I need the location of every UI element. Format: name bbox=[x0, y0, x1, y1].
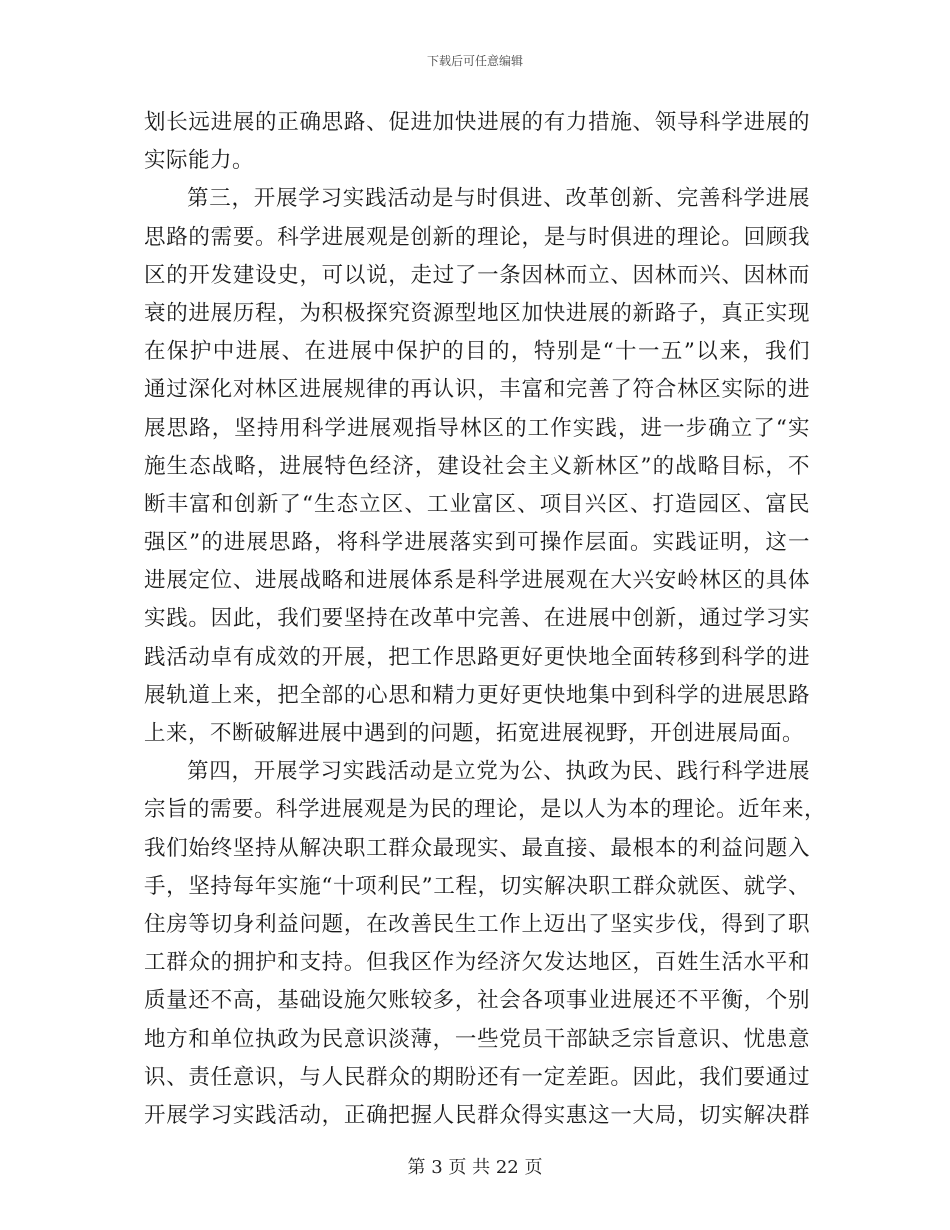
body-line: 践活动卓有成效的开展，把工作思路更好更快地全面转移到科学的进 bbox=[144, 644, 810, 670]
body-line: 手，坚持每年实施“十项利民”工程，切实解决职工群众就医、就学、 bbox=[144, 873, 810, 899]
body-line: 思路的需要。科学进展观是创新的理论，是与时俱进的理论。回顾我 bbox=[144, 224, 810, 250]
paragraph-start-line: 第四，开展学习实践活动是立党为公、执政为民、践行科学进展 bbox=[187, 759, 810, 785]
body-line: 区的开发建设史，可以说，走过了一条因林而立、因林而兴、因林而 bbox=[144, 262, 810, 288]
body-line: 施生态战略，进展特色经济，建设社会主义新林区”的战略目标，不 bbox=[144, 453, 810, 479]
body-line: 通过深化对林区进展规律的再认识，丰富和完善了符合林区实际的进 bbox=[144, 377, 810, 403]
body-line: 上来，不断破解进展中遇到的问题，拓宽进展视野，开创进展局面。 bbox=[144, 721, 805, 746]
body-line: 质量还不高，基础设施欠账较多，社会各项事业进展还不平衡，个别 bbox=[144, 988, 810, 1014]
body-line: 我们始终坚持从解决职工群众最现实、最直接、最根本的利益问题入 bbox=[144, 835, 810, 861]
page-header-note: 下载后可任意编辑 bbox=[426, 54, 523, 68]
body-line: 开展学习实践活动，正确把握人民群众得实惠这一大局，切实解决群 bbox=[144, 1102, 810, 1128]
body-line: 工群众的拥护和支持。但我区作为经济欠发达地区，百姓生活水平和 bbox=[144, 950, 810, 976]
body-line: 展思路，坚持用科学进展观指导林区的工作实践，进一步确立了“实 bbox=[144, 415, 810, 441]
body-line: 实践。因此，我们要坚持在改革中完善、在进展中创新，通过学习实 bbox=[144, 606, 810, 632]
body-line: 住房等切身利益问题，在改善民生工作上迈出了坚实步伐，得到了职 bbox=[144, 911, 810, 937]
body-line: 划长远进展的正确思路、促进加快进展的有力措施、领导科学进展的 bbox=[144, 110, 810, 135]
body-line: 在保护中进展、在进展中保护的目的，特别是“十一五”以来，我们 bbox=[144, 339, 810, 365]
body-line: 断丰富和创新了“生态立区、工业富区、项目兴区、打造园区、富民 bbox=[144, 491, 810, 517]
body-line: 衰的进展历程，为积极探究资源型地区加快进展的新路子，真正实现 bbox=[144, 300, 810, 326]
body-line: 实际能力。 bbox=[144, 148, 255, 174]
body-line: 进展定位、进展战略和进展体系是科学进展观在大兴安岭林区的具体 bbox=[144, 568, 810, 594]
document-body bbox=[144, 104, 827, 1135]
body-line: 强区”的进展思路，将科学进展落实到可操作层面。实践证明，这一 bbox=[144, 530, 810, 556]
body-line: 宗旨的需要。科学进展观是为民的理论，是以人为本的理论。近年来， bbox=[144, 797, 827, 823]
page-number-footer: 第 3 页 共 22 页 bbox=[407, 1157, 543, 1178]
paragraph-start-line: 第三，开展学习实践活动是与时俱进、改革创新、完善科学进展 bbox=[187, 186, 810, 212]
body-line: 展轨道上来，把全部的心思和精力更好更快地集中到科学的进展思路 bbox=[144, 682, 810, 708]
body-line: 识、责任意识，与人民群众的期盼还有一定差距。因此，我们要通过 bbox=[144, 1064, 810, 1090]
body-line: 地方和单位执政为民意识淡薄，一些党员干部缺乏宗旨意识、忧患意 bbox=[144, 1026, 810, 1052]
